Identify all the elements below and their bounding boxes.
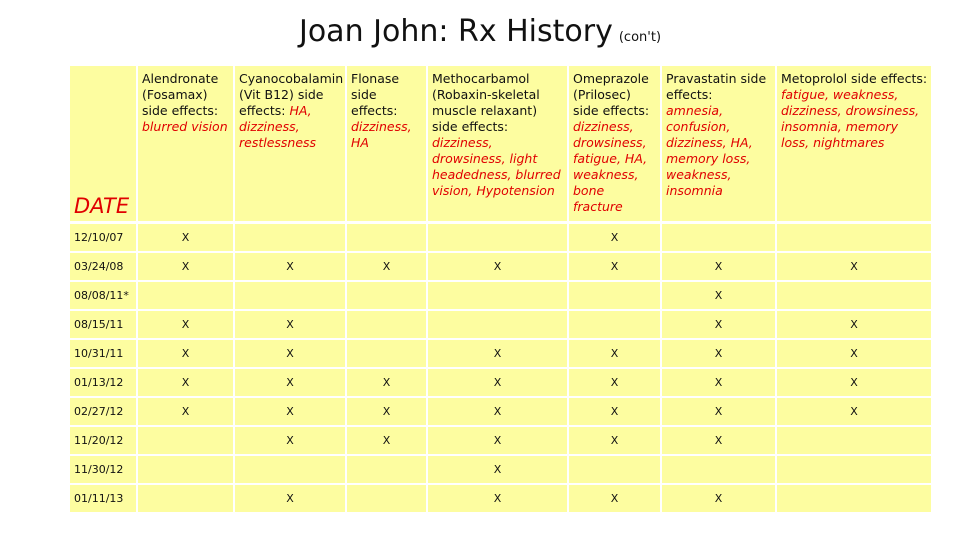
- mark-cell: [428, 282, 569, 311]
- column-side-effects: dizziness, drowsiness, light headedness, blurred vision, Hypotension: [432, 135, 561, 198]
- mark-cell: X: [235, 311, 347, 340]
- mark-cell: [569, 282, 662, 311]
- column-side-effects: blurred vision: [142, 119, 228, 134]
- mark-cell: [777, 282, 931, 311]
- table-row: [70, 485, 931, 514]
- table-row: [70, 427, 931, 456]
- mark-cell: X: [347, 369, 428, 398]
- date-cell: 01/11/13: [70, 485, 138, 514]
- date-header-label: DATE: [74, 194, 130, 218]
- mark-cell: X: [235, 427, 347, 456]
- page-title-main: Joan John: Rx History: [298, 14, 613, 49]
- mark-cell: X: [138, 253, 235, 282]
- mark-cell: X: [662, 369, 777, 398]
- mark-cell: [777, 456, 931, 485]
- mark-cell: X: [428, 340, 569, 369]
- mark-cell: X: [347, 427, 428, 456]
- column-drug-name: Pravastatin side effects:: [666, 71, 767, 102]
- page-title: [0, 14, 960, 49]
- table-row: [70, 340, 931, 369]
- column-drug-name: Omeprazole (Prilosec) side effects:: [573, 71, 650, 118]
- mark-cell: [235, 224, 347, 253]
- mark-cell: X: [662, 340, 777, 369]
- mark-cell: X: [138, 340, 235, 369]
- table-row: [70, 398, 931, 427]
- date-cell: 10/31/11: [70, 340, 138, 369]
- table-row: [70, 456, 931, 485]
- column-drug-name: Metoprolol side effects:: [781, 71, 928, 86]
- mark-cell: [138, 485, 235, 514]
- mark-cell: X: [662, 311, 777, 340]
- mark-cell: X: [777, 253, 931, 282]
- table-row: [70, 253, 931, 282]
- date-column-header: [70, 66, 138, 224]
- mark-cell: [569, 456, 662, 485]
- mark-cell: X: [235, 369, 347, 398]
- table-row: [70, 282, 931, 311]
- mark-cell: [662, 456, 777, 485]
- date-cell: 08/15/11: [70, 311, 138, 340]
- date-cell: 12/10/07: [70, 224, 138, 253]
- column-drug-name: Cyanocobalamin (Vit B12) side effects:: [239, 71, 344, 118]
- mark-cell: X: [777, 369, 931, 398]
- header-row: [70, 66, 931, 224]
- mark-cell: [235, 282, 347, 311]
- mark-cell: X: [138, 369, 235, 398]
- mark-cell: [347, 485, 428, 514]
- column-drug-name: Methocarbamol (Robaxin-skeletal muscle relaxant) side effects:: [432, 71, 540, 134]
- mark-cell: X: [777, 398, 931, 427]
- date-cell: 11/30/12: [70, 456, 138, 485]
- column-header-cyanocobalamin: [235, 66, 347, 224]
- mark-cell: [777, 485, 931, 514]
- mark-cell: [347, 340, 428, 369]
- column-side-effects: HA, dizziness, restlessness: [239, 103, 317, 150]
- table-row: [70, 224, 931, 253]
- mark-cell: X: [777, 340, 931, 369]
- mark-cell: X: [569, 427, 662, 456]
- column-header-metoprolol: [777, 66, 931, 224]
- mark-cell: X: [428, 253, 569, 282]
- column-side-effects: fatigue, weakness, dizziness, drowsiness, insomnia, memory loss, nightmares: [781, 87, 920, 150]
- mark-cell: X: [428, 427, 569, 456]
- mark-cell: X: [235, 253, 347, 282]
- mark-cell: X: [428, 369, 569, 398]
- mark-cell: [777, 224, 931, 253]
- mark-cell: [347, 224, 428, 253]
- table-body: [70, 224, 931, 514]
- mark-cell: [138, 427, 235, 456]
- mark-cell: X: [662, 427, 777, 456]
- mark-cell: X: [777, 311, 931, 340]
- mark-cell: X: [569, 253, 662, 282]
- mark-cell: X: [347, 253, 428, 282]
- mark-cell: X: [569, 398, 662, 427]
- mark-cell: X: [347, 398, 428, 427]
- date-cell: 08/08/11*: [70, 282, 138, 311]
- column-header-flonase: [347, 66, 428, 224]
- mark-cell: X: [235, 398, 347, 427]
- date-cell: 11/20/12: [70, 427, 138, 456]
- date-cell: 03/24/08: [70, 253, 138, 282]
- column-side-effects: dizziness, drowsiness, fatigue, HA, weakness, bone fracture: [573, 119, 648, 214]
- mark-cell: X: [235, 340, 347, 369]
- table-row: [70, 311, 931, 340]
- mark-cell: X: [662, 485, 777, 514]
- mark-cell: [428, 311, 569, 340]
- mark-cell: X: [428, 398, 569, 427]
- mark-cell: X: [569, 340, 662, 369]
- mark-cell: X: [138, 224, 235, 253]
- mark-cell: X: [138, 398, 235, 427]
- rx-history-table: [70, 66, 931, 514]
- date-cell: 02/27/12: [70, 398, 138, 427]
- mark-cell: X: [428, 485, 569, 514]
- column-side-effects: dizziness, HA: [351, 119, 412, 150]
- mark-cell: X: [235, 485, 347, 514]
- page-title-sub: (con't): [618, 30, 662, 45]
- mark-cell: [138, 456, 235, 485]
- mark-cell: [347, 282, 428, 311]
- mark-cell: [235, 456, 347, 485]
- mark-cell: X: [569, 485, 662, 514]
- mark-cell: X: [569, 224, 662, 253]
- mark-cell: [347, 456, 428, 485]
- column-header-alendronate: [138, 66, 235, 224]
- mark-cell: [138, 282, 235, 311]
- mark-cell: X: [428, 456, 569, 485]
- mark-cell: X: [662, 282, 777, 311]
- mark-cell: X: [569, 369, 662, 398]
- column-drug-name: Alendronate (Fosamax) side effects:: [142, 71, 219, 118]
- table-row: [70, 369, 931, 398]
- column-side-effects: amnesia, confusion, dizziness, HA, memory loss, weakness, insomnia: [666, 103, 753, 198]
- column-header-methocarbamol: [428, 66, 569, 224]
- column-header-omeprazole: [569, 66, 662, 224]
- column-header-pravastatin: [662, 66, 777, 224]
- date-cell: 01/13/12: [70, 369, 138, 398]
- mark-cell: X: [662, 253, 777, 282]
- mark-cell: X: [138, 311, 235, 340]
- mark-cell: [347, 311, 428, 340]
- mark-cell: X: [662, 398, 777, 427]
- mark-cell: [428, 224, 569, 253]
- column-drug-name: Flonase side effects:: [351, 71, 400, 118]
- mark-cell: [777, 427, 931, 456]
- mark-cell: [662, 224, 777, 253]
- mark-cell: [569, 311, 662, 340]
